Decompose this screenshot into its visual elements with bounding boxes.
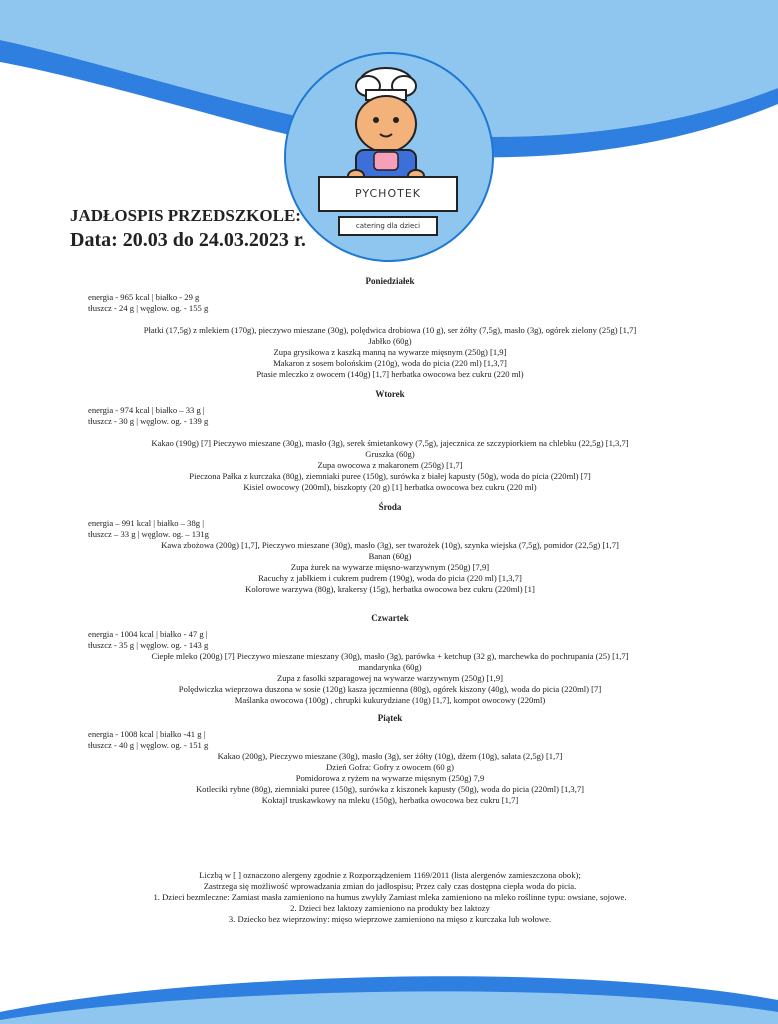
day-name: Poniedziałek: [365, 276, 415, 286]
meal-line: Ptasie mleczko z owocem (140g) [1,7] herbatka owocowa bez cukru (220 ml): [256, 369, 524, 379]
meal-line: Zupa grysikowa z kaszką manną na wywarze mięsnym (250g) [1,9]: [273, 347, 507, 357]
footer-line: Liczbą w [ ] oznaczono alergeny zgodnie z Rozporządzeniem 1169/2011 (lista alergenów zamieszczona obok);: [199, 870, 581, 880]
footer-line: 1. Dzieci bezmleczne: Zamiast masła zamieniono na humus zwykły Zamiast mleka zamieniono na mleko roślinne typu: owsiane, sojowe.: [153, 892, 627, 902]
meal-line: Kotleciki rybne (80g), ziemniaki puree (150g), surówka z kiszonek kapusty (50g), woda do picia (220ml) [1,3,7]: [195, 784, 585, 794]
meal-line: Zupa z fasolki szparagowej na wywarze warzywnym (250g) [1,9]: [277, 673, 503, 683]
menu-heading: [70, 206, 306, 252]
nutrition-line: energia - 974 kcal | białko – 33 g |: [88, 405, 205, 415]
menu-title: JADŁOSPIS PRZEDSZKOLE:: [70, 206, 301, 225]
logo-brand-card: [318, 176, 458, 212]
footer-line: 3. Dziecko bez wieprzowiny: mięso wieprzowe zamieniono na mięso z kurczaka lub wołowe.: [228, 914, 552, 924]
meal-line: Maślanka owocowa (100g) , chrupki kukurydziane (10g) [1,7], kompot owocowy (220ml): [234, 695, 546, 705]
footer-line: 2. Dzieci bez laktozy zamieniono na produkty bez laktozy: [290, 903, 490, 913]
menu-date: Data: 20.03 do 24.03.2023 r.: [70, 229, 306, 251]
meal-line: Makaron z sosem bolońskim (210g), woda do picia (220 ml) [1,3,7]: [273, 358, 507, 368]
day-name: Wtorek: [375, 389, 405, 399]
day-name: Środa: [378, 502, 402, 512]
meal-line: Kolorowe warzywa (80g), krakersy (15g), herbatka owocowa bez cukru (220ml) [1]: [245, 584, 535, 594]
nutrition-line: energia – 991 kcal | białko – 38g |: [88, 518, 204, 528]
nutrition-line: energia - 965 kcal | białko - 29 g: [88, 292, 200, 302]
footer-notes: [80, 870, 700, 925]
meal-line: Polędwiczka wieprzowa duszona w sosie (120g) kasza jęczmienna (80g), ogórek kiszony (40g), woda do picia (220ml) [7]: [178, 684, 602, 694]
logo-tagline: catering dla dzieci: [338, 216, 438, 236]
meal-line: mandarynka (60g): [358, 662, 422, 672]
meal-line: Płatki (17,5g) z mlekiem (170g), pieczywo mieszane (30g), polędwica drobiowa (10 g), ser żółty (7,5g), masło (3g), ogórek zielony (25g) [1,7]: [143, 325, 637, 335]
meal-line: Pieczona Pałka z kurczaka (80g), ziemniaki puree (150g), surówka z białej kapusty (50g), woda do picia (220ml) [7]: [189, 471, 591, 481]
meal-line: Kawa zbożowa (200g) [1,7], Pieczywo mieszane (30g), masło (3g), ser twarożek (10g), szynka wiejska (7,5g), pomidor (22,5g) [1,7]: [161, 540, 619, 550]
day-name: Piątek: [377, 713, 403, 723]
meal-line: Pomidorowa z ryżem na wywarze mięsnym (250g) 7,9: [295, 773, 485, 783]
day-name: Czwartek: [371, 613, 409, 623]
nutrition-line: tłuszcz - 40 g | węglow. og. - 151 g: [88, 740, 209, 750]
nutrition-line: tłuszcz – 33 g | węglow. og. – 131g: [88, 529, 209, 539]
meal-line: Ciepłe mleko (200g) [7] Pieczywo mieszane mieszany (30g), masło (3g), parówka + ketchup (32 g), marchewka do pochrupania (25) [1,7]: [151, 651, 629, 661]
footer-line: Zastrzega się możliwość wprowadzania zmian do jadłospisu; Przez cały czas dostępna ciepła woda do picia.: [203, 881, 577, 891]
meal-line: Jabłko (60g): [368, 336, 412, 346]
meal-line: Kakao (200g), Pieczywo mieszane (30g), masło (3g), ser żółty (10g), dżem (10g), sałata (2,5g) [1,7]: [217, 751, 563, 761]
day-section-thursday: [80, 613, 700, 706]
meal-line: Banan (60g): [368, 551, 412, 561]
meal-line: Koktajl truskawkowy na mleku (150g), herbatka owocowa bez cukru [1,7]: [261, 795, 519, 805]
day-section-friday: [80, 713, 700, 806]
meal-line: Dzień Gofra: Gofry z owocem (60 g): [326, 762, 454, 772]
day-section-tuesday: [80, 389, 700, 493]
day-section-wednesday: [80, 502, 700, 595]
nutrition-line: tłuszcz - 24 g | węglow. og. - 155 g: [88, 303, 209, 313]
meal-line: Kakao (190g) [7] Pieczywo mieszane (30g), masło (3g), serek śmietankowy (7,5g), jajecznica ze szczypiorkiem na chlebku (22,5g) [1,3,7]: [151, 438, 629, 448]
meal-line: Gruszka (60g): [365, 449, 415, 459]
nutrition-line: tłuszcz - 30 g | węglow. og. - 139 g: [88, 416, 209, 426]
nutrition-line: energia - 1008 kcal | białko -41 g |: [88, 729, 206, 739]
meal-line: Zupa żurek na wywarze mięsno-warzywnym (250g) [7,9]: [290, 562, 490, 572]
nutrition-line: tłuszcz - 35 g | węglow. og. - 143 g: [88, 640, 209, 650]
meal-line: Zupa owocowa z makaronem (250g) [1,7]: [317, 460, 463, 470]
day-section-monday: [80, 276, 700, 380]
meal-line: Kisiel owocowy (200ml), biszkopty (20 g) [1] herbatka owocowa bez cukru (220 ml): [243, 482, 537, 492]
meal-line: Racuchy z jabłkiem i cukrem pudrem (190g), woda do picia (220 ml) [1,3,7]: [258, 573, 522, 583]
logo-brand: PYCHOTEK: [354, 187, 421, 200]
nutrition-line: energia - 1004 kcal | białko - 47 g |: [88, 629, 208, 639]
